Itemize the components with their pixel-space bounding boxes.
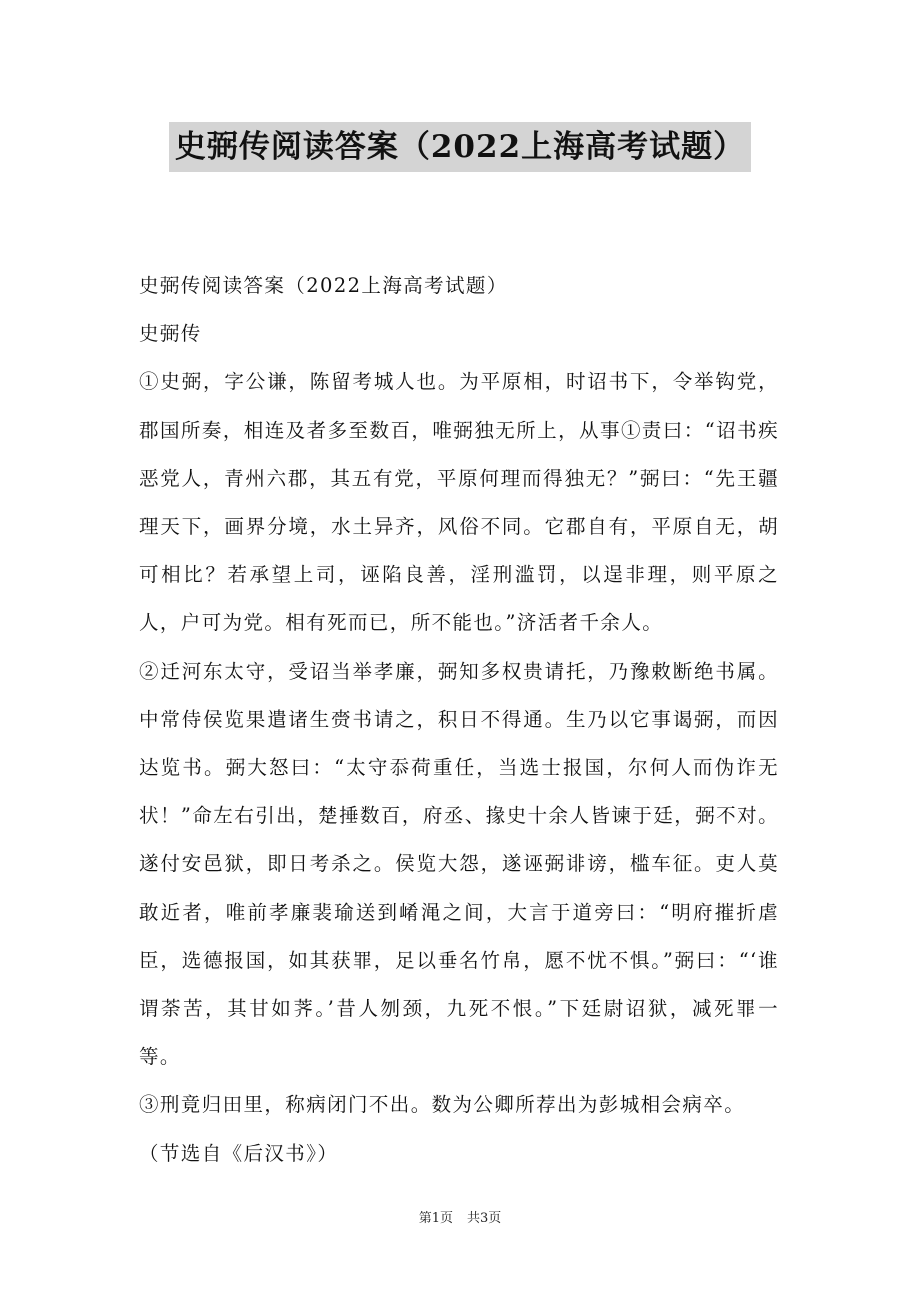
page-number: 第1页 <box>418 1211 453 1226</box>
section-heading: 史弼传 <box>139 322 202 346</box>
paragraph-2: ②迁河东太守，受诏当举孝廉，弼知多权贵请托，乃豫敕断绝书属。中常侍侯览果遣诸生赍书请之，积日不得通。生乃以它事谒弼，而因达览书。弼大怒曰：“太守忝荷重任，当选士报国，尔何人而伪诈无状！”命左右引出，楚捶数百，府丞、掾史十余人皆谏于廷，弼不对。遂付安邑狱，即日考杀之。侯览大怨，遂诬弼诽谤，槛车征。吏人莫敢近者，唯前孝廉裴瑜送到崤渑之间，大言于道旁曰：“明府摧折虐臣，选德报国，如其获罪，足以垂名竹帛，愿不忧不惧。”弼曰：“‘谁谓荼苦，其甘如荠。’昔人刎颈，九死不恨。”下廷尉诏狱，减死罪一等。 <box>139 659 779 1069</box>
paragraph-1: ①史弼，字公谦，陈留考城人也。为平原相，时诏书下，令举钩党，郡国所奏，相连及者多至数百，唯弼独无所上，从事①责曰：“诏书疾恶党人，青州六郡，其五有党，平原何理而得独无？”弼曰：“先王疆理天下，画界分境，水土异齐，风俗不同。它郡自有，平原自无，胡可相比？若承望上司，诬陷良善，淫刑滥罚，以逞非理，则平原之人，户可为党。相有死而已，所不能也。”济活者千余人。 <box>139 370 779 635</box>
source-note: （节选自《后汉书》） <box>139 1141 339 1165</box>
title-container <box>0 122 920 172</box>
document-body <box>139 262 779 1178</box>
page-footer <box>0 1207 920 1226</box>
paragraph-3: ③刑竟归田里，称病闭门不出。数为公卿所荐出为彭城相会病卒。 <box>139 1093 746 1117</box>
page-total: 共3页 <box>467 1211 502 1226</box>
document-title: 史弼传阅读答案（2022上海高考试题） <box>169 122 751 172</box>
subtitle-line: 史弼传阅读答案（2022上海高考试题） <box>139 274 508 297</box>
